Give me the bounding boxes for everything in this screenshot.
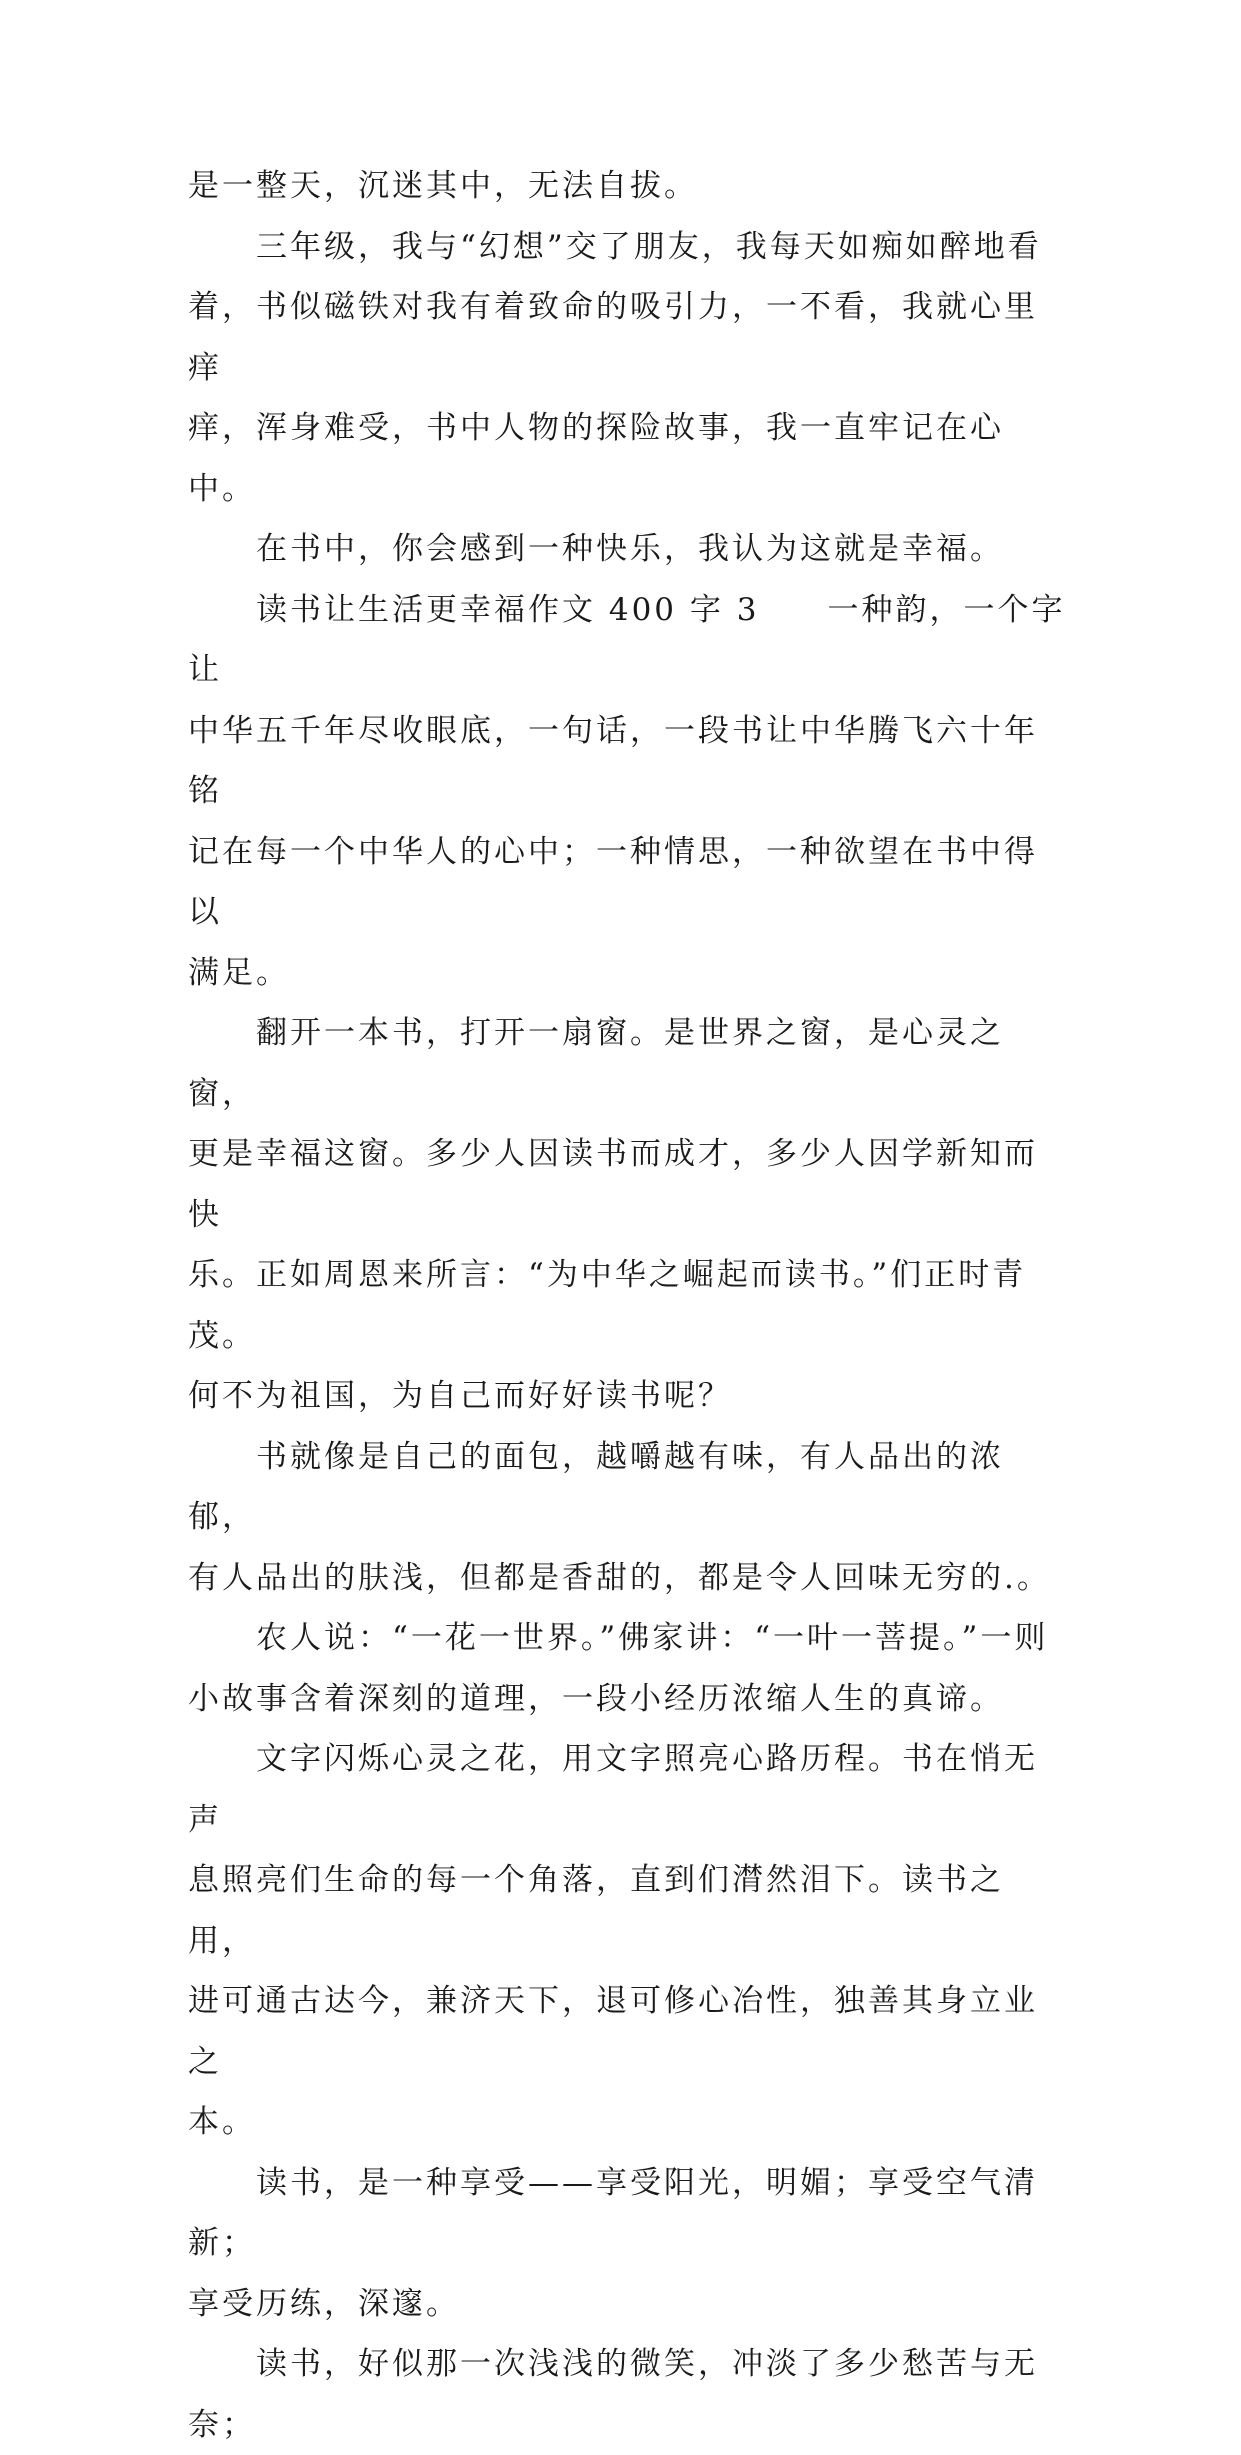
paragraph-9: 读书，是一种享受——享受阳光，明媚；享受空气清新； 享受历练，深邃。 [188, 2164, 1038, 2322]
paragraph-10: 读书，好似那一次浅浅的微笑，冲淡了多少愁苦与无奈； [188, 2346, 1038, 2443]
paragraph-6: 书就像是自己的面包，越嚼越有味，有人品出的浓郁， 有人品出的肤浅，但都是香甜的，都是令人回味无穷的.。 [188, 1438, 1051, 1596]
paragraph-7: 农人说：“一花一世界。”佛家讲：“一叶一菩提。”一则 小故事含着深刻的道理，一段小经历浓缩人生的真谛。 [188, 1620, 1049, 1717]
paragraph-3: 在书中，你会感到一种快乐，我认为这就是幸福。 [188, 531, 1004, 567]
paragraph-8: 文字闪烁心灵之花，用文字照亮心路历程。书在悄无声 息照亮们生命的每一个角落，直到们潸然泪下。读书之用， 进可通古达今，兼济天下，退可修心冶性，独善其身立业之 本。 [188, 1741, 1038, 2140]
paragraph-1: 是一整天，沉迷其中，无法自拔。 [188, 168, 698, 204]
paragraph-5: 翻开一本书，打开一扇窗。是世界之窗，是心灵之窗， 更是幸福这窗。多少人因读书而成才，多少人因学新知而快 乐。正如周恩来所言：“为中华之崛起而读书。”们正时青茂。 何不为祖国，为自己而好好读书呢？ [188, 1015, 1038, 1414]
paragraph-2: 三年级，我与“幻想”交了朋友，我每天如痴如醉地看 着，书似磁铁对我有着致命的吸引力，一不看，我就心里痒 痒，浑身难受，书中人物的探险故事，我一直牢记在心中。 [188, 228, 1042, 507]
essay-body [188, 156, 1068, 2455]
paragraph-4: 读书让生活更幸福作文 400 字 3 一种韵，一个字让 中华五千年尽收眼底，一句话，一段书让中华腾飞六十年铭 记在每一个中华人的心中；一种情思，一种欲望在书中得以 满足。 [188, 591, 1066, 991]
